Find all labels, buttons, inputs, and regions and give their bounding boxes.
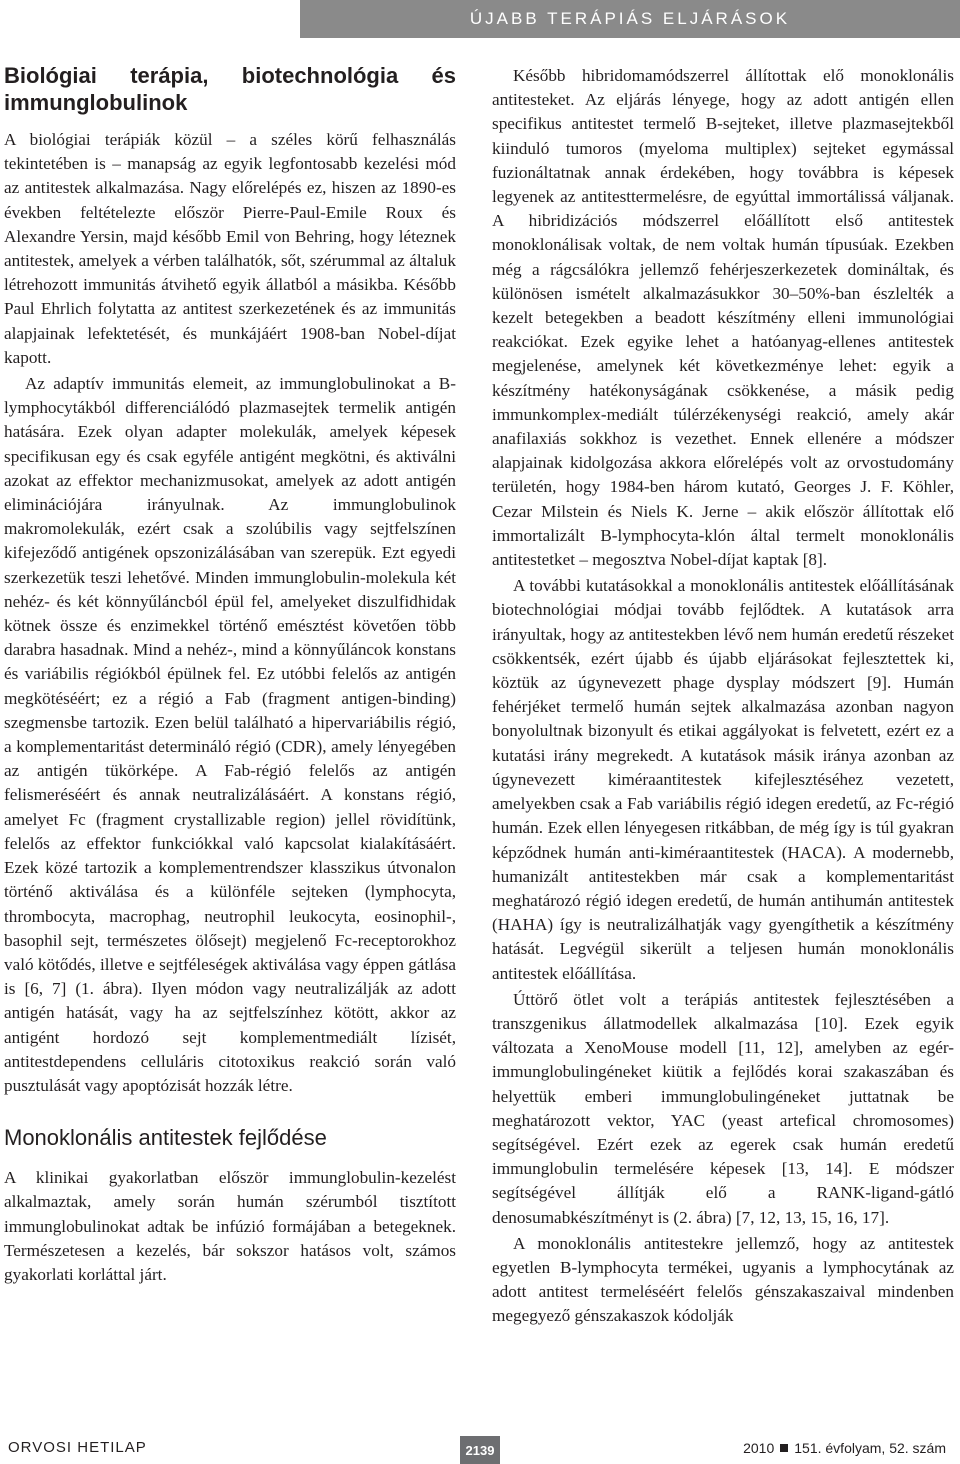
section-heading: Monoklonális antitestek fejlődése bbox=[4, 1125, 327, 1151]
page-footer bbox=[0, 1436, 960, 1464]
issue-volume: 151. évfolyam, 52. szám bbox=[794, 1440, 946, 1456]
right-column bbox=[492, 64, 954, 1329]
paragraph: A monoklonális antitestekre jellemző, hogy az antitestek egyetlen B-lymphocyta termékei, ugyanis a lymphocytának az adott antitest termeléséért felelős génszakaszaival mindenben megegyező génszakaszok kódolják bbox=[492, 1233, 954, 1326]
issue-info bbox=[743, 1440, 946, 1456]
journal-name: ORVOSI HETILAP bbox=[8, 1439, 147, 1456]
paragraph: A további kutatásokkal a monoklonális antitestek előállításának biotechnológiai módjai tovább fejlődtek. A kutatások arra irányultak, hogy az antitestekben lévő nem humán eredetű részeket csökkentsék, ezért újabb és újabb eljárásokat fejlesztettek ki, köztük az úgynevezett phage dysplay módszert [9]. Humán fehérjéket termelő humán sejtek alkalmazása azonban nagyon bonyolultnak bizonyult és etikai aggályokat is felvetett, ezért ez a kutatási irány megrekedt. A kutatások másik iránya azonban az úgynevezett kiméraantitestek kifejlesztéséhez vezetett, amelyekben csak a Fab variábilis régió idegen eredetű, az Fc-régió humán. Ezek ellen lényegesen ritkábban, de még így is túl gyakran képződnek humán anti-kiméraantitestek (HACA). A modernebb, humanizált antitestekben már csak a komplementaritást meghatározó régió idegen eredetű, de humán antihumán antitestek (HAHA) így is neutralizálhatják vagy gyengíthetik a készítmény hatását. Legvégül sikerült a teljesen humán monoklonális antitestek előállítása. bbox=[492, 576, 954, 983]
issue-year: 2010 bbox=[743, 1440, 775, 1456]
left-column bbox=[4, 62, 456, 1287]
top-bar bbox=[0, 0, 960, 40]
paragraph: Úttörő ötlet volt a terápiás antitestek fejlesztésében a transzgenikus állatmodellek alkalmazása [10]. Ezek egyik változata a XenoMouse modell [11, 12], amelyben az egér-immunglobulingéneket kiütik a fejlődés korai szakaszában és helyettük emberi immunglobulingéneket juttatnak be meghatározott vektor, YAC (yeast artefical chromosomes) segítségével. Ezért ezek az egerek csak humán eredetű immunglobulin termelésére képesek [13, 14]. E módszer segítségével állítják elő a RANK-ligand-gátló denosumabkészítményt is (2. ábra) [7, 12, 13, 15, 16, 17]. bbox=[492, 989, 954, 1227]
page-number: 2139 bbox=[460, 1436, 500, 1464]
paragraph: Az adaptív immunitás elemeit, az immunglobulinokat a B-lymphocytákból differenciálódó plazmasejtek termelik antigén hatására. Ezek olyan adapter molekulák, amelyek képesek specifikusan egy és csak egyféle antigént megkötni, és aktiválni azokat az effektor mechanizmusokat, amelyek az adott antigén eliminációjára irányulnak. Az immunglobulinok makromolekulák, ezért csak a szolúbilis vagy sejtfelszínen kifejeződő antigének opszonizálásában van szerepük. Ezt egyedi szerkezetük teszi lehetővé. Minden immunglobulin-molekula két nehéz- és két könnyűláncból épül fel, amelyeket diszulfidhidak kötnek össze és enzimekkel történő emésztést követően több darabra hasadnak. Mind a nehéz-, mind a könnyűláncok konstans és variábilis régiókból épülnek fel. Ez utóbbi felelős az antigén megkötéséért; ez a régió a Fab (fragment antigen-binding) szegmensbe tartozik. Ezen belül található a hipervariábilis régió, a komplementaritást determináló régió (CDR), amely lényegében az antigén tükörképe. A Fab-régió felelős az antigén felismeréséért és annak neutralizálásáért. A konstans régió, amelyet Fc (fragment crystallizable region) jellel rövidítünk, felelős az effektor funkciókkal való kapcsolat kialakításáért. Ezek közé tartozik a komplementrendszer klasszikus útvonalon történő aktiválása és a különféle sejteken (lymphocyta, thrombocyta, macrophag, neutrophil leukocyta, eosinophil-, basophil sejt, természetes ölősejt) megjelenő Fc-receptorokhoz való kötődés, illetve e sejtféleségek aktiválása vagy éppen gátlása is [6, 7] (1. ábra). Ilyen módon vagy neutralizálják az adott antigén hatását, vagy ha az sejtfelszínhez kötött, akkor az antigént hordozó sejt komplementmediált lízisét, antitestdependens celluláris citotoxikus reakció során való pusztulását vagy apoptózisát hozzák létre. bbox=[4, 374, 456, 1095]
paragraph: A klinikai gyakorlatban először immunglobulin-kezelést alkalmaztak, amely során humán szérumból tisztított immunglobulinokat adtak be infúzió formájában a betegeknek. Természetesen a kezelés, bár sokszor hatásos volt, számos gyakorlati korláttal járt. bbox=[4, 1168, 456, 1284]
paragraph: A biológiai terápiák közül – a széles körű felhasználás tekintetében is – manapság az egyik legfontosabb kezelési mód az antitestek alkalmazása. Nagy előrelépés ez, hiszen az 1890-es években feltételezte először Pierre-Paul-Emile Roux és Alexandre Yersin, majd később Emil von Behring, hogy léteznek antitestek, amelyek a vérben találhatók, sőt, szérummal az általuk létrehozott immunitás átvihető egyik állatból a másikba. Később Paul Ehrlich folytatta az antitest szerkezetének és az immunitás alapjainak lefektetését, és munkájáért 1908-ban Nobel-díjat kapott. bbox=[4, 130, 456, 367]
square-bullet-icon bbox=[780, 1444, 788, 1452]
article-heading: Biológiai terápia, biotechnológia és immunglobulinok bbox=[4, 63, 456, 115]
paragraph: Később hibridomamódszerrel állítottak elő monoklonális antitesteket. Az eljárás lényege, hogy az adott antigén ellen specifikus antitestet termelő B-sejteket, illetve plazmasejtekből kiinduló tumoros (myeloma multiplex) sejteket egymással fuzionáltatnak annak érdekében, hogy továbbra is képesek legyenek az antitesttermelésre, de egyúttal immortálissá váljanak. A hibridizációs módszerrel előállított első antitestek monoklonálisak voltak, de nem voltak humán típusúak. Ezekben még a rágcsálókra jellemző fehérjeszerkezetek domináltak, és különösen ismételt alkalmazásukkor 30–50%-ban észlelték a kezelt betegekben a beadott készítmény elleni immunológiai reakciókat. Ezek egyike lehet a hatóanyag-ellenes antitestek megjelenése, amelynek két következménye lehet: egyik a készítmény hatékonyságának csökkenése, a másik pedig immunkomplex-mediált túlérzékenységi reakció, amely akár anafilaxiás sokkhoz is vezethet. Ennek ellenére a módszer alapjainak kidolgozása akkora előrelépés volt az orvostudomány területén, hogy 1984-ben három kutató, Georges J. F. Köhler, Cezar Milstein és Niels K. Jerne – akik először állítottak elő immortalizált B-lymphocyta-klón által termelt monoklonális antitestetket – megosztva Nobel-díjat kaptak [8]. bbox=[492, 66, 954, 570]
section-header: ÚJABB TERÁPIÁS ELJÁRÁSOK bbox=[300, 0, 960, 38]
